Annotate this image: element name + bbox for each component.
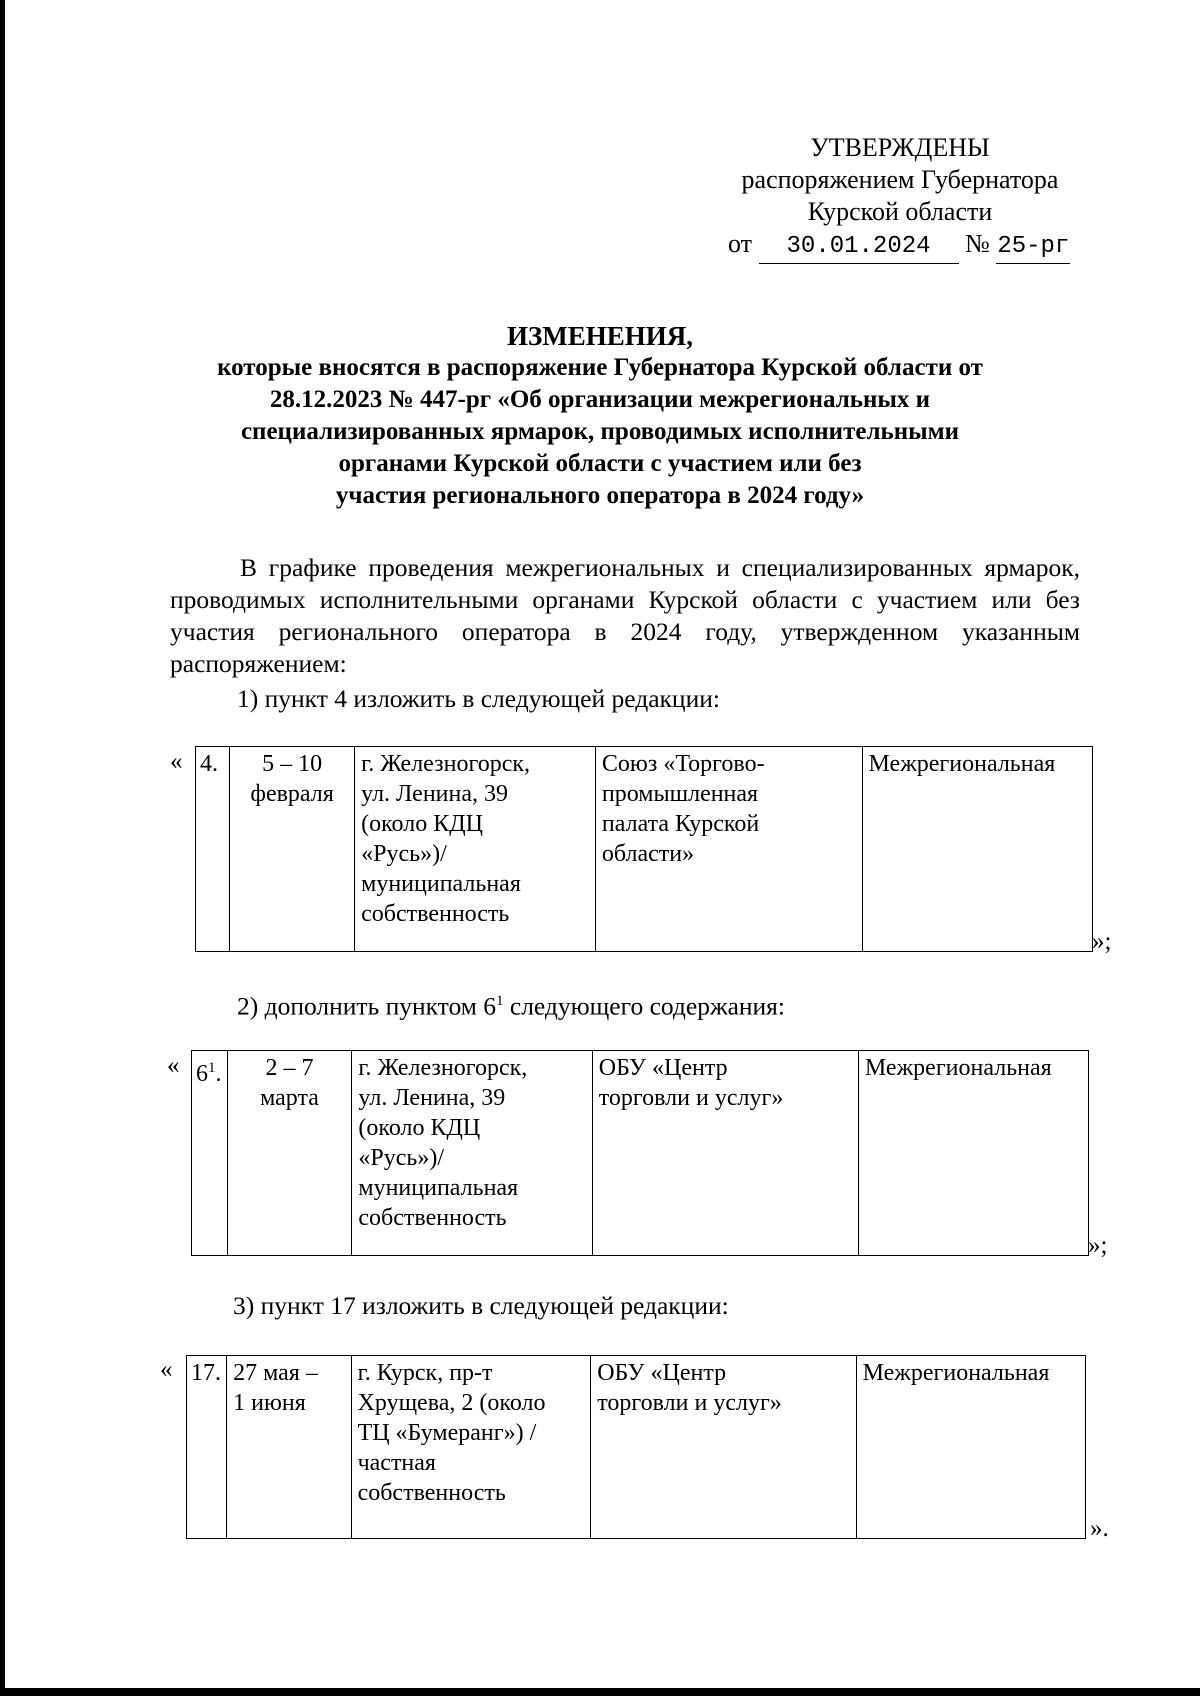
- place-line: г. Железногорск,: [358, 1055, 528, 1081]
- place-line: собственность: [357, 1480, 506, 1506]
- row-2-number-dot: .: [215, 1061, 222, 1087]
- approval-date-line: [728, 228, 1100, 264]
- row-3-organizer: [591, 1356, 856, 1539]
- row-2-place: [352, 1051, 592, 1256]
- place-line: (около КДЦ: [361, 811, 483, 837]
- row-2-organizer: [592, 1051, 858, 1256]
- organizer-line: ОБУ «Центр: [597, 1360, 727, 1386]
- row-3-close-quote: ».: [1090, 1515, 1109, 1542]
- place-line: г. Железногорск,: [361, 751, 531, 777]
- item-2-label-post: следующего содержания:: [503, 991, 785, 1021]
- place-line: (около КДЦ: [358, 1115, 481, 1141]
- row-2-open-quote: «: [167, 1052, 180, 1079]
- table-row: [196, 747, 1093, 952]
- place-line: «Русь»)/: [358, 1145, 444, 1171]
- row-2-table: [191, 1050, 1089, 1256]
- row-1-open-quote: «: [170, 748, 183, 775]
- row-1-organizer: [595, 747, 862, 952]
- approval-title: УТВЕРЖДЕНЫ: [810, 133, 990, 162]
- heading-subtitle-line: участия регионального оператора в 2024 году»: [335, 482, 865, 509]
- item-2-label: [237, 985, 785, 1023]
- heading-subtitle-line: которые вносятся в распоряжение Губернатора Курской области от: [217, 354, 983, 381]
- row-2-number-sup: 1: [208, 1060, 216, 1076]
- row-2-close-quote: »;: [1088, 1232, 1108, 1259]
- organizer-line: области»: [601, 841, 695, 867]
- item-1-label: 1) пункт 4 изложить в следующей редакции:: [237, 684, 720, 713]
- row-2-type: Межрегиональная: [858, 1051, 1088, 1256]
- heading-title: ИЗМЕНЕНИЯ,: [506, 321, 693, 351]
- approval-date: 30.01.2024: [786, 233, 931, 260]
- row-3-number: 17.: [187, 1356, 227, 1539]
- date-line: 2 – 7: [265, 1055, 314, 1081]
- place-line: ТЦ «Бумеранг») /: [357, 1420, 537, 1446]
- row-2-number: [192, 1051, 228, 1256]
- number-underline: [996, 228, 1070, 264]
- approval-block: [700, 132, 1100, 264]
- row-3-dates: [227, 1356, 351, 1539]
- row-1-type: Межрегиональная: [862, 747, 1092, 952]
- place-line: «Русь»)/: [361, 841, 447, 867]
- place-line: ул. Ленина, 39: [361, 781, 508, 807]
- approval-line-3: Курской области: [807, 197, 993, 226]
- place-line: муниципальная: [358, 1175, 519, 1201]
- place-line: ул. Ленина, 39: [358, 1085, 506, 1111]
- intro-paragraph: [170, 552, 1080, 680]
- row-2-number-main: 6: [196, 1061, 208, 1087]
- scan-left-edge: [0, 0, 5, 1696]
- heading-subtitle-line: органами Курской области с участием или без: [338, 450, 862, 477]
- place-line: собственность: [361, 901, 510, 927]
- row-1-table: [195, 746, 1093, 952]
- date-underline: [759, 228, 959, 264]
- scan-bottom-edge: [0, 1688, 1200, 1696]
- row-1-dates: [230, 747, 355, 952]
- row-3-table: [186, 1355, 1086, 1539]
- intro-text: В графике проведения межрегиональных и специализированных ярмарок, проводимых исполнительными органами Курской области с участием или без участия регионального оператора в 2024 году, утвержденном указанным распоряжением:: [170, 553, 1080, 678]
- heading-subtitle-line: 28.12.2023 № 447-рг «Об организации межрегиональных и: [269, 386, 931, 413]
- table-row: [192, 1051, 1089, 1256]
- number-prefix: №: [965, 229, 990, 258]
- row-3-open-quote: «: [160, 1356, 173, 1383]
- document-heading: [160, 320, 1040, 512]
- organizer-line: промышленная: [601, 781, 759, 807]
- place-line: г. Курск, пр-т: [357, 1360, 493, 1386]
- place-line: Хрущева, 2 (около: [357, 1390, 546, 1416]
- organizer-line: торговли и услуг»: [597, 1390, 782, 1416]
- approval-number: 25-рг: [997, 233, 1070, 260]
- place-line: собственность: [358, 1205, 507, 1231]
- table-row: [187, 1356, 1086, 1539]
- heading-subtitle-line: специализированных ярмарок, проводимых исполнительными: [240, 418, 960, 445]
- item-2-label-sup: 1: [496, 993, 504, 1009]
- date-line: 1 июня: [233, 1390, 306, 1416]
- row-2-dates: [227, 1051, 352, 1256]
- row-3-type: Межрегиональная: [856, 1356, 1085, 1539]
- date-line: марта: [260, 1085, 319, 1111]
- place-line: частная: [357, 1450, 436, 1476]
- organizer-line: Союз «Торгово-: [601, 751, 765, 777]
- organizer-line: палата Курской: [601, 811, 760, 837]
- organizer-line: торговли и услуг»: [598, 1085, 784, 1111]
- date-line: 27 мая –: [233, 1360, 318, 1386]
- row-1-close-quote: »;: [1092, 928, 1112, 955]
- item-3-label: 3) пункт 17 изложить в следующей редакции:: [233, 1291, 729, 1320]
- row-3-place: [351, 1356, 591, 1539]
- place-line: муниципальная: [361, 871, 521, 897]
- row-1-place: [355, 747, 596, 952]
- organizer-line: ОБУ «Центр: [598, 1055, 728, 1081]
- date-line: февраля: [250, 781, 334, 807]
- approval-line-2: распоряжением Губернатора: [741, 165, 1059, 194]
- item-2-label-pre: 2) дополнить пунктом 6: [237, 991, 496, 1021]
- row-1-number: 4.: [196, 747, 230, 952]
- date-prefix: от: [728, 229, 753, 258]
- date-line: 5 – 10: [262, 751, 323, 777]
